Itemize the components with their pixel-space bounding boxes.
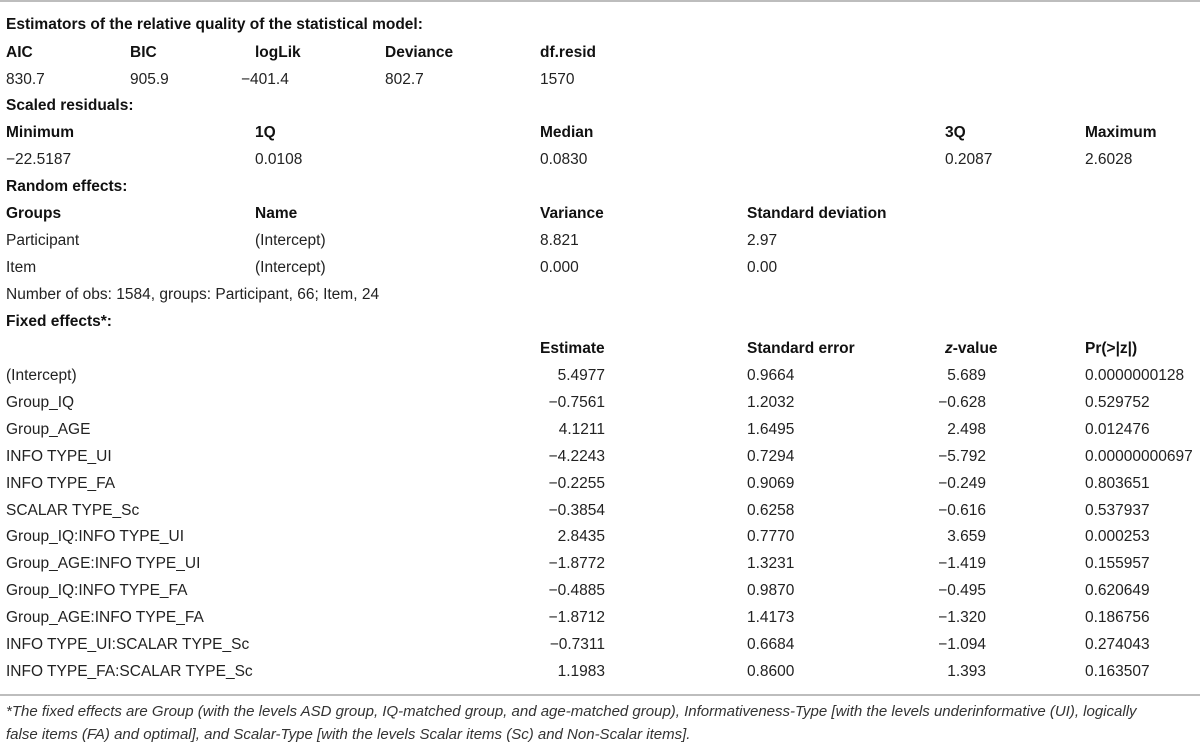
fixed-row-1-se: 1.2032: [747, 394, 795, 411]
header-estimate: Estimate: [540, 340, 605, 357]
header-groups: Groups: [6, 205, 62, 222]
fixed-row-5-est: −0.3854: [548, 502, 605, 519]
section-title-residuals: Scaled residuals:: [6, 97, 134, 114]
z-letter: z: [945, 340, 953, 357]
fixed-row-7-z: −1.419: [938, 555, 986, 572]
fixed-row-1-est: −0.7561: [548, 394, 605, 411]
fixed-row-9-est: −1.8712: [548, 609, 605, 626]
header-deviance: Deviance: [385, 44, 454, 61]
fixed-row-2-z: 2.498: [947, 421, 986, 438]
header-name: Name: [255, 205, 298, 222]
fixed-row-3-p: 0.00000000697: [1085, 448, 1193, 465]
header-bic: BIC: [130, 44, 157, 61]
fixed-row-4-est: −0.2255: [548, 475, 605, 492]
fixed-row-10-se: 0.6684: [747, 636, 795, 653]
fixed-row-8-z: −0.495: [938, 582, 986, 599]
fixed-row-2-se: 1.6495: [747, 421, 795, 438]
fixed-row-10-z: −1.094: [938, 636, 986, 653]
footnote: [6, 700, 1200, 746]
random-row-0-sd: 2.97: [747, 232, 778, 249]
fixed-row-6-z: 3.659: [947, 528, 986, 545]
table-bottom-rule: [0, 694, 1200, 696]
value-loglik: −401.4: [241, 71, 289, 88]
fixed-row-0-est: 5.4977: [557, 367, 605, 384]
fixed-row-11-z: 1.393: [947, 663, 986, 680]
fixed-row-4-z: −0.249: [938, 475, 986, 492]
footnote-line-1: *The fixed effects are Group (with the levels ASD group, IQ-matched group, and age-matched group), Informativeness-Type [with the levels underinformative (UI), logically: [6, 703, 1137, 720]
header-loglik: logLik: [255, 44, 301, 61]
value-median: 0.0830: [540, 151, 588, 168]
fixed-row-5-z: −0.616: [938, 502, 986, 519]
value-df-resid: 1570: [540, 71, 575, 88]
header-standard-deviation: Standard deviation: [747, 205, 887, 222]
fixed-row-8-term: Group_IQ:INFO TYPE_FA: [6, 582, 188, 599]
fixed-row-3-est: −4.2243: [548, 448, 605, 465]
fixed-row-6-term: Group_IQ:INFO TYPE_UI: [6, 528, 185, 545]
header-z-value: [945, 340, 998, 358]
fixed-row-1-p: 0.529752: [1085, 394, 1150, 411]
fixed-row-9-se: 1.4173: [747, 609, 795, 626]
fixed-row-9-term: Group_AGE:INFO TYPE_FA: [6, 609, 204, 626]
value-maximum: 2.6028: [1085, 151, 1133, 168]
fixed-row-11-p: 0.163507: [1085, 663, 1150, 680]
random-row-0-name: (Intercept): [255, 232, 326, 249]
header-minimum: Minimum: [6, 124, 75, 141]
fixed-row-6-se: 0.7770: [747, 528, 795, 545]
fixed-row-2-p: 0.012476: [1085, 421, 1150, 438]
fixed-row-4-term: INFO TYPE_FA: [6, 475, 116, 492]
value-bic: 905.9: [130, 71, 169, 88]
section-title-fixed: Fixed effects*:: [6, 313, 112, 330]
fixed-row-1-term: Group_IQ: [6, 394, 75, 411]
table-top-rule: [0, 0, 1200, 2]
fixed-row-11-term: INFO TYPE_FA:SCALAR TYPE_Sc: [6, 663, 253, 680]
fixed-row-7-term: Group_AGE:INFO TYPE_UI: [6, 555, 201, 572]
random-row-0-variance: 8.821: [540, 232, 579, 249]
random-row-1-group: Item: [6, 259, 37, 276]
fixed-row-3-term: INFO TYPE_UI: [6, 448, 112, 465]
fixed-row-0-term: (Intercept): [6, 367, 77, 384]
fixed-row-5-se: 0.6258: [747, 502, 795, 519]
fixed-row-5-term: SCALAR TYPE_Sc: [6, 502, 140, 519]
footnote-line-2: false items (FA) and optimal], and Scalar-Type [with the levels Scalar items (Sc) and Non-Scalar items].: [6, 726, 691, 743]
fixed-row-6-est: 2.8435: [557, 528, 605, 545]
header-aic: AIC: [6, 44, 33, 61]
fixed-row-11-est: 1.1983: [557, 663, 605, 680]
header-3q: 3Q: [945, 124, 966, 141]
fixed-row-11-se: 0.8600: [747, 663, 795, 680]
random-row-0-group: Participant: [6, 232, 80, 249]
header-maximum: Maximum: [1085, 124, 1157, 141]
fixed-row-3-z: −5.792: [938, 448, 986, 465]
fixed-row-3-se: 0.7294: [747, 448, 795, 465]
fixed-row-7-p: 0.155957: [1085, 555, 1150, 572]
fixed-row-7-se: 1.3231: [747, 555, 795, 572]
header-p-value: Pr(>|z|): [1085, 340, 1138, 357]
random-row-1-name: (Intercept): [255, 259, 326, 276]
fixed-row-9-z: −1.320: [938, 609, 986, 626]
fixed-row-8-est: −0.4885: [548, 582, 605, 599]
fixed-row-5-p: 0.537937: [1085, 502, 1150, 519]
random-row-1-variance: 0.000: [540, 259, 579, 276]
fixed-row-2-term: Group_AGE: [6, 421, 91, 438]
header-df-resid: df.resid: [540, 44, 596, 61]
value-1q: 0.0108: [255, 151, 303, 168]
value-3q: 0.2087: [945, 151, 993, 168]
fixed-row-10-p: 0.274043: [1085, 636, 1150, 653]
header-1q: 1Q: [255, 124, 276, 141]
section-title-random: Random effects:: [6, 178, 128, 195]
value-deviance: 802.7: [385, 71, 424, 88]
fixed-row-9-p: 0.186756: [1085, 609, 1150, 626]
fixed-row-4-p: 0.803651: [1085, 475, 1150, 492]
fixed-row-0-z: 5.689: [947, 367, 986, 384]
fixed-row-6-p: 0.000253: [1085, 528, 1150, 545]
fixed-row-7-est: −1.8772: [548, 555, 605, 572]
fixed-row-2-est: 4.1211: [558, 421, 605, 438]
header-variance: Variance: [540, 205, 604, 222]
fixed-row-10-est: −0.7311: [549, 636, 605, 653]
fixed-row-4-se: 0.9069: [747, 475, 795, 492]
fixed-row-10-term: INFO TYPE_UI:SCALAR TYPE_Sc: [6, 636, 250, 653]
fixed-row-8-se: 0.9870: [747, 582, 795, 599]
fixed-row-1-z: −0.628: [938, 394, 986, 411]
z-value-label: -value: [952, 340, 998, 357]
section-title-quality: Estimators of the relative quality of the statistical model:: [6, 16, 423, 33]
fixed-row-0-p: 0.0000000128: [1085, 367, 1185, 384]
header-median: Median: [540, 124, 594, 141]
value-minimum: −22.5187: [6, 151, 72, 168]
random-row-1-sd: 0.00: [747, 259, 778, 276]
fixed-row-0-se: 0.9664: [747, 367, 795, 384]
header-standard-error: Standard error: [747, 340, 855, 357]
random-effects-note: Number of obs: 1584, groups: Participant, 66; Item, 24: [6, 286, 380, 303]
fixed-row-8-p: 0.620649: [1085, 582, 1150, 599]
value-aic: 830.7: [6, 71, 45, 88]
